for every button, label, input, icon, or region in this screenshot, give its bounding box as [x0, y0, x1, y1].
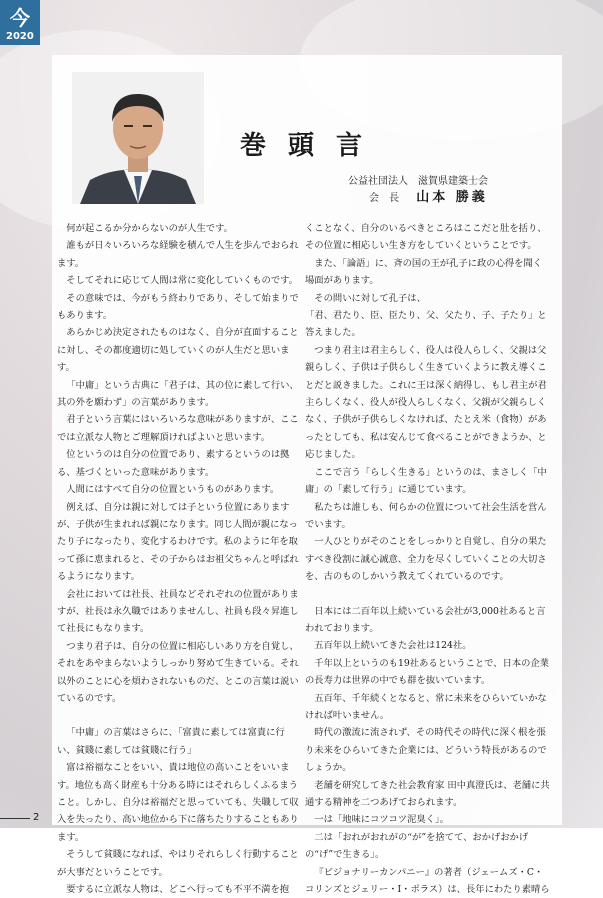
paragraph: また、「論語」に、斉の国の王が孔子に政の心得を聞く場面があります。: [305, 257, 543, 287]
paragraph: 五百年以上続いてきた会社は124社。: [314, 640, 472, 652]
paragraph: その問いに対して孔子は、: [314, 292, 426, 304]
article-column-left: [57, 220, 302, 898]
paragraph: 一は「地味にコツコツ泥臭く」。: [314, 814, 449, 826]
paragraph: ここで言う「らしく生きる」というのは、まさしく「中庸」の「素して行う」に通じています。: [305, 466, 547, 496]
paragraph: 時代の激流に流されず、その時代その時代に深く根を張り未来をひらいてきた企業には、どういう特長があるのでしょうか。: [305, 727, 547, 774]
paragraph: 老舗を研究してきた社会教育家 田中真澄氏は、老舗に共通する精神を二つあげておられます。: [305, 779, 550, 808]
paragraph: 「中庸」の言葉はさらに、「富貴に素しては富貴に行い、貧賤に素しては貧賤に行う」: [57, 727, 285, 756]
footer-rule: [0, 818, 30, 819]
paragraph: 「君、君たり、臣、臣たり、父、父たり、子、子たり」と答えました。: [305, 310, 547, 339]
paragraph: 何が起こるか分からないのが人生です。: [66, 223, 233, 234]
paragraph: そうして貧賤になれば、やはりそれらしく行動することが大事だということです。: [57, 849, 299, 878]
paragraph: くことなく、自分のいるべきところはここだと肚を括り、その位置に相応しい生き方をしていくということです。: [305, 223, 547, 252]
paragraph: 君子という言葉にはいろいろな意味がありますが、ここでは立派な人物とご理解頂ければよいと思います。: [57, 414, 299, 443]
paragraph: 要するに立派な人物は、どこへ行っても不平不満を抱: [66, 884, 290, 896]
paragraph: 一人ひとりがそのことをしっかりと自覚し、自分の果たすべき役割に誠心誠意、全力を尽くしていくことの大切さを、古のものしかいう教えてくれているのです。: [305, 536, 547, 583]
page-number: 2: [33, 812, 40, 823]
paragraph: 人間にはすべて自分の位置というものがあります。: [66, 484, 280, 496]
paragraph: 富は裕福なことをいい、貴は地位の高いことをいいます。地位も高く財産も十分ある時にはそれらしくふるまうこと。しかし、自分は裕福だと思っていても、失職して収入を失ったり、高い地位から下に落ちたりすることもあります。: [57, 762, 299, 843]
paragraph: 五百年、千年続くとなると、常に未来をひらいていかなければ叶いません。: [305, 692, 547, 721]
paragraph: そしてそれに応じて人間は常に変化していくものです。: [66, 275, 298, 287]
paragraph: その意味では、今がもう終わりであり、そして始まりでもあります。: [57, 292, 299, 322]
paragraph: あらかじめ決定されたものはなく、自分が直面することに対し、その都度適切に処していくのが人生だと思います。: [57, 327, 299, 374]
author-affiliation: 公益社団法人 滋賀県建築士会: [348, 176, 488, 187]
paragraph: 『ビジョナリーカンパニー』の著者（ジェームズ・C・コリンズとジェリー・I・ポラス）は、長年にわたり素晴ら: [305, 866, 550, 896]
paragraph: つまり君子は、自分の位置に相応しいあり方を自覚し、それをあやまらないようしっかり努めて生きている。それ以外のことに心を煩わされないものだ、とこの言葉は説いているのです。: [57, 640, 299, 704]
paragraph: 誰もが日々いろいろな経験を積んで人生を歩んでおられます。: [57, 240, 299, 269]
paragraph: つまり君主は君主らしく、役人は役人らしく、父親は父親らしく、子供は子供らしく生きていくように教え導くことだと説きました。これに王は深く納得し、もし君主が君主らしくなく、役人が役人らしくなく、父親が父親らしくなく、子供が子供らしくなければ、たとえ米（食物）があったとしても、私は安んじて食べることができようか、と応じました。: [305, 344, 547, 461]
issue-badge: [0, 0, 40, 45]
issue-mark: 今: [10, 6, 30, 30]
paragraph: 千年以上というのも19社あるということで、日本の企業の長寿力は世界の中でも群を抜いています。: [305, 657, 550, 687]
paragraph: 私たちは誰しも、何らかの位置について社会生活を営んでいます。: [305, 501, 547, 530]
paragraph: 二は「おれがおれがの“が”を捨てて、おかげおかげの“げ”で生きる」。: [305, 831, 529, 861]
author-portrait-icon: [72, 72, 204, 204]
author-signature: [369, 186, 488, 205]
paragraph: 日本には二百年以上続いている会社が3,000社あると言われております。: [305, 605, 546, 634]
paragraph: 「中庸」という古典に「君子は、其の位に素して行い、其の外を願わず」の言葉があります。: [57, 379, 299, 409]
paragraph: 位というのは自分の位置であり、素するというのは拠る、基づくといった意味があります。: [57, 449, 290, 478]
author-role: 会 長: [369, 193, 399, 204]
author-photo: [72, 72, 204, 204]
article-column-right: [305, 220, 550, 898]
paragraph: 会社においては社長、社員などそれぞれの位置がありますが、社長は永久職ではありませんし、社員も段々昇進して社長にもなります。: [57, 588, 299, 635]
author-name: 山本 勝義: [416, 190, 488, 205]
page-title: 巻頭言: [240, 131, 385, 161]
paragraph: 例えば、自分は親に対しては子という位置にありますが、子供が生まれれば親になります。同じ人間が親になったり子になったり、変化するわけです。私のように年を取って孫に恵まれると、その子からはお祖父ちゃんと呼ばれるようになります。: [57, 501, 299, 583]
issue-year: 2020: [6, 31, 34, 42]
